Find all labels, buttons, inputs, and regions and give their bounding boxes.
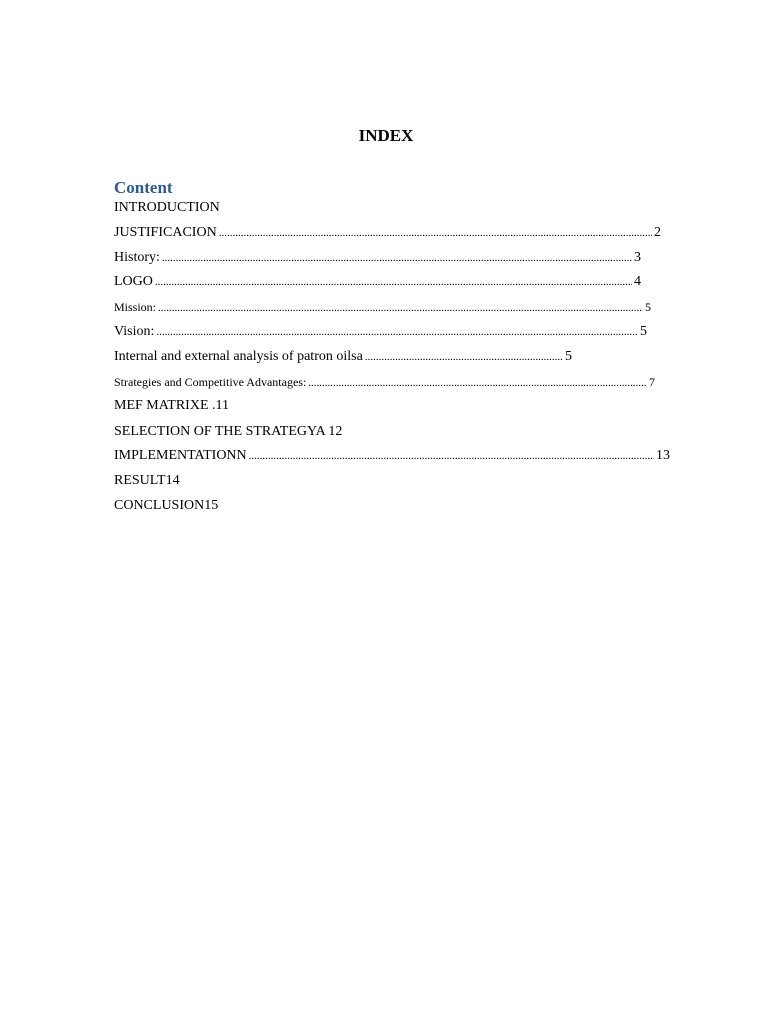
- toc-entry-page: 7: [649, 375, 655, 389]
- toc-entry-label: SELECTION OF THE STRATEGYA 12: [114, 424, 343, 439]
- toc-entry-mission[interactable]: [114, 300, 651, 315]
- toc-entry-page: 4: [634, 274, 641, 289]
- toc-entry-label: Mission:: [114, 300, 157, 314]
- dot-leader: [162, 252, 632, 264]
- toc-entry-internal-external-analysis[interactable]: [114, 349, 572, 365]
- toc-entry-page: 2: [654, 225, 661, 240]
- dot-leader: [158, 302, 643, 314]
- toc-entry-label: Vision:: [114, 324, 155, 339]
- toc-entry-label: History:: [114, 250, 160, 265]
- toc-entry-label: MEF MATRIXE .11: [114, 398, 229, 413]
- dot-leader: [308, 377, 647, 389]
- dot-leader: [156, 326, 638, 338]
- toc-entry-label: RESULT14: [114, 473, 180, 488]
- page-title: INDEX: [358, 126, 414, 145]
- dot-leader: [249, 450, 654, 462]
- toc-entry-conclusion[interactable]: [114, 498, 218, 514]
- toc-entry-page: 13: [656, 448, 670, 463]
- toc-entry-label: CONCLUSION15: [114, 498, 219, 513]
- toc-entry-selection-strategy[interactable]: [114, 424, 342, 440]
- toc-entry-label: Internal and external analysis of patron oilsa: [114, 349, 363, 364]
- content-heading: Content: [114, 178, 173, 197]
- toc-entry-result[interactable]: [114, 473, 180, 489]
- dot-leader: [365, 351, 563, 363]
- toc-entry-vision[interactable]: [114, 324, 647, 340]
- toc-entry-label: LOGO: [114, 274, 153, 289]
- toc-entry-implementation[interactable]: [114, 448, 670, 464]
- toc-entry-justificacion[interactable]: [114, 225, 661, 241]
- toc-entry-logo[interactable]: [114, 274, 641, 290]
- toc-entry-label: Strategies and Competitive Advantages:: [114, 375, 307, 389]
- toc-entry-history[interactable]: [114, 250, 641, 266]
- toc-entry-label: IMPLEMENTATIONN: [114, 448, 247, 463]
- toc-entry-page: 3: [634, 250, 641, 265]
- dot-leader: [219, 227, 652, 239]
- toc-entry-mef-matrixe[interactable]: [114, 398, 229, 414]
- toc-entry-page: 5: [640, 324, 647, 339]
- toc-entry-page: 5: [645, 300, 651, 314]
- dot-leader: [155, 276, 632, 288]
- toc-entry-label: JUSTIFICACION: [114, 225, 217, 240]
- toc-entry-strategies[interactable]: [114, 375, 655, 390]
- toc-entry-label: INTRODUCTION: [114, 200, 220, 215]
- toc-entry-page: 5: [565, 349, 572, 364]
- toc-entry-introduction[interactable]: [114, 200, 220, 216]
